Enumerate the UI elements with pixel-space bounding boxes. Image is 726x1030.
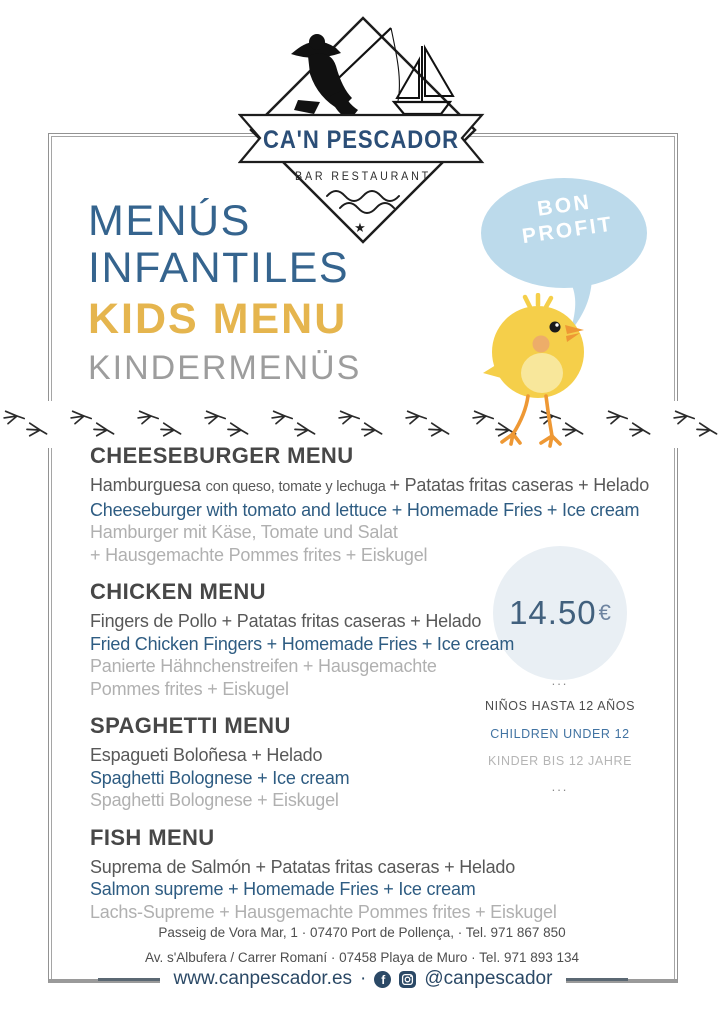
age-limit-spanish: NIÑOS HASTA 12 AÑOS	[484, 699, 636, 713]
section-line-german1: Panierte Hähnchenstreifen + Hausgemachte	[90, 656, 437, 676]
facebook-glyph: f	[381, 972, 386, 987]
section-line-spanish: Suprema de Salmón + Patatas fritas caseras + Helado	[90, 856, 516, 877]
section-title: CHICKEN MENU	[90, 579, 266, 604]
instagram-icon	[399, 971, 416, 988]
section-line-english: Cheeseburger with tomato and lettuce + Homemade Fries + Ice cream	[90, 499, 640, 520]
es-part-small: con queso, tomate y lechuga	[205, 479, 390, 495]
section-cheeseburger	[90, 443, 649, 566]
section-line-german2: + Hausgemachte Pommes frites + Eiskugel	[90, 544, 428, 565]
title-german: KINDERMENÜS	[88, 349, 362, 387]
section-line-german1: Hamburger mit Käse, Tomate und Salat	[90, 522, 398, 542]
title-english: KIDS MENU	[88, 295, 348, 343]
address-line2: Av. s'Albufera / Carrer Romaní · 07458 Playa de Muro · Tel. 971 893 134	[144, 950, 580, 965]
bird-footprint-pair	[270, 405, 322, 445]
section-line-english: Fried Chicken Fingers + Homemade Fries + Ice cream	[90, 633, 515, 654]
section-line-german1: Spaghetti Bolognese + Eiskugel	[90, 790, 339, 810]
restaurant-logo	[238, 8, 488, 253]
section-title: SPAGHETTI MENU	[90, 713, 291, 738]
logo-name: CA'N PESCADOR	[263, 126, 459, 154]
bird-footprint-pair	[203, 405, 255, 445]
es-part-large: Hamburguesa	[90, 475, 206, 495]
price-amount: 14.50	[509, 594, 597, 631]
bottom-bar-line-left	[98, 978, 160, 981]
bird-footprint-pair	[672, 405, 724, 445]
section-line-german2: Pommes frites + Eiskugel	[90, 678, 289, 699]
section-fish	[90, 825, 649, 924]
bird-footprint-pair	[337, 405, 389, 445]
bird-footprint-pair	[136, 405, 188, 445]
bottom-bar-content	[160, 968, 567, 990]
section-line-english: Salmon supreme + Homemade Fries + Ice cream	[90, 879, 476, 899]
website-url: www.canpescador.es	[173, 968, 353, 989]
bird-footprint-pair	[69, 405, 121, 445]
chick-icon	[483, 295, 584, 446]
age-limit-german: KINDER BIS 12 JAHRE	[487, 754, 633, 768]
star-icon: ★	[354, 220, 366, 235]
es-part-large2: + Patatas fritas caseras + Helado	[389, 475, 650, 495]
separator-dot: ·	[360, 968, 367, 989]
dots-divider-top: ...	[551, 673, 569, 688]
facebook-icon	[374, 971, 391, 988]
section-line-english: Spaghetti Bolognese + Ice cream	[90, 767, 350, 788]
bird-footprint-pair	[605, 405, 657, 445]
title-spanish-line2: INFANTILES	[88, 244, 350, 292]
price-currency: €	[598, 600, 611, 625]
age-limit-block	[470, 673, 650, 794]
logo-subtitle: BAR RESTAURANT	[295, 171, 431, 183]
bubble-line2: PROFIT	[520, 212, 615, 249]
age-limit-english: CHILDREN UNDER 12	[490, 727, 630, 741]
section-line-spanish	[90, 474, 649, 499]
footprints-band	[0, 401, 726, 448]
social-handle: @canpescador	[424, 968, 553, 989]
bubble-line1: BON	[535, 190, 593, 221]
section-title: CHEESEBURGER MENU	[90, 443, 354, 468]
chick-illustration	[478, 293, 602, 449]
section-line-spanish: Espagueti Boloñesa + Helado	[90, 745, 323, 765]
address-line1: Passeig de Vora Mar, 1 · 07470 Port de Pollença, · Tel. 971 867 850	[158, 925, 566, 940]
bottom-bar-line-right	[566, 978, 628, 981]
bottom-bar	[0, 962, 726, 996]
section-line-german1: Lachs-Supreme + Hausgemachte Pommes frites + Eiskugel	[90, 901, 557, 922]
dots-divider-bottom: ...	[551, 779, 569, 794]
title-spanish-line1: MENÚS	[88, 197, 251, 245]
section-title: FISH MENU	[90, 824, 215, 850]
bird-footprint-pair	[2, 405, 54, 445]
bird-footprint-pair	[404, 405, 456, 445]
section-line-spanish: Fingers de Pollo + Patatas fritas caseras + Helado	[90, 611, 482, 631]
